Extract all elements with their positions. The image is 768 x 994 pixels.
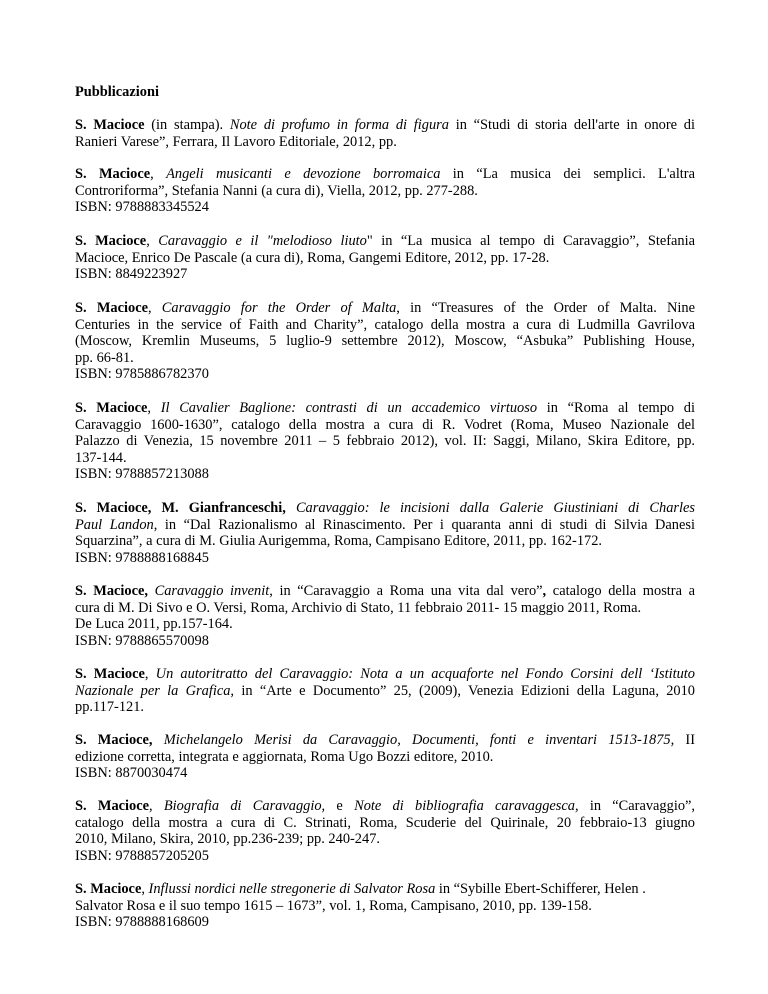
entry-title: Il Cavalier Baglione: contrasti di un accademico virtuoso [160,400,538,416]
publication-entry [75,400,695,483]
publication-entry [75,500,695,566]
publication-entry [75,233,695,283]
entry-title: Nazionale per la Grafica, [75,682,235,699]
publication-entry [75,798,695,864]
entry-line: Paul Landon, in “Dal Razionalismo al Rinascimento. Per i quaranta anni di studi di Silvia Danesi [75,516,695,533]
entry-title: Caravaggio invenit [154,583,270,599]
entry-author: S. Macioce [75,300,148,316]
entry-author: S. Macioce, [75,583,148,599]
entry-author: S. Macioce [75,798,150,814]
entry-line: Controriforma”, Stefania Nanni (a cura di), Viella, 2012, pp. 277-288. [75,182,478,199]
entry-author: S. Macioce [75,166,151,182]
entry-line: S. Macioce, Caravaggio for the Order of Malta, in “Treasures of the Order of Malta. Nine [75,300,695,316]
entry-line: S. Macioce, Angeli musicanti e devozione borromaica in “La musica dei semplici. L'altra [75,166,695,182]
entry-line: S. Macioce, Un autoritratto del Caravaggio: Nota a un acquaforte nel Fondo Corsini dell ‘Istituto [75,666,695,682]
entry-isbn: ISBN: 9785886782370 [75,366,209,382]
entry-author: S. Macioce, [75,732,153,748]
entry-line: Palazzo di Venezia, 15 novembre 2011 – 5 febbraio 2012), vol. II: Saggi, Milano, Skira Editore, pp. [75,433,695,449]
entry-line: Caravaggio 1600-1630”, catalogo della mostra a cura di R. Vodret (Roma, Museo Nazionale del [75,416,695,433]
entry-line: pp.117-121. [75,699,145,715]
publication-entry [75,881,695,931]
entry-line: Squarzina”, a cura di M. Giulia Aurigemma, Roma, Campisano Editore, 2011, pp. 162-172. [75,533,603,549]
entry-isbn: ISBN: 9788865570098 [75,632,209,649]
entry-isbn: ISBN: 9788888168609 [75,914,209,930]
entry-line: Nazionale per la Grafica, in “Arte e Documento” 25, (2009), Venezia Edizioni della Laguna, 2010 [75,682,696,699]
entry-line: S. Macioce, Caravaggio e il "melodioso liuto" in “La musica al tempo di Caravaggio”, Stefania [75,233,695,249]
entry-author: S. Macioce [75,881,142,897]
entry-line: (Moscow, Kremlin Museums, 5 luglio-9 settembre 2012), Moscow, “Asbuka” Publishing House, [75,333,695,349]
entry-line: Salvator Rosa e il suo tempo 1615 – 1673”, vol. 1, Roma, Campisano, 2010, pp. 139-158. [75,897,592,914]
entry-title: Caravaggio: le incisioni dalla Galerie Giustiniani di Charles [295,500,695,516]
entry-title: Biografia di Caravaggio, [163,798,326,814]
entry-isbn: ISBN: 9788857213088 [75,466,209,482]
entry-title: Note di profumo in forma di figura [229,117,449,133]
entry-line: cura di M. Di Sivo e O. Versi, Roma, Archivio di Stato, 11 febbraio 2011- 15 maggio 2011, Roma. [75,599,642,616]
entry-line: S. Macioce (in stampa). Note di profumo in forma di figura in “Studi di storia dell'arte in onore di [75,117,695,133]
entry-line [75,500,695,517]
entry-line: catalogo della mostra a cura di C. Strinati, Roma, Scuderie del Quirinale, 20 febbraio-13 giugno [75,814,695,831]
entry-isbn: ISBN: 8870030474 [75,765,188,781]
entry-title: Angeli musicanti e devozione borromaica [166,166,441,182]
entry-isbn: ISBN: 9788888168845 [75,549,209,566]
entry-title: Un autoritratto del Caravaggio: Nota a un acquaforte nel Fondo Corsini dell ‘Istituto [155,666,695,682]
entry-line: S. Macioce, Biografia di Caravaggio, e Note di bibliografia caravaggesca, in “Caravaggio”, [75,798,695,814]
entry-line: De Luca 2011, pp.157-164. [75,616,233,632]
entry-author: S. Macioce [75,666,145,682]
entry-isbn: ISBN: 9788883345524 [75,199,209,215]
entry-isbn: ISBN: 8849223927 [75,266,188,282]
entry-line: S. Macioce, Caravaggio invenit, in “Caravaggio a Roma una vita dal vero”, catalogo della mostra a [75,583,696,599]
publication-entry [75,732,695,782]
entry-line: 137-144. [75,449,127,466]
entry-line: Centuries in the service of Faith and Charity”, catalogo della mostra a cura di Ludmilla Gavrilova [75,316,695,333]
entry-isbn: ISBN: 9788857205205 [75,847,209,864]
entry-line: S. Macioce, Il Cavalier Baglione: contrasti di un accademico virtuoso in “Roma al tempo di [75,400,695,416]
entry-author: S. Macioce, M. Gianfranceschi, [75,500,286,516]
publication-entry [75,300,695,383]
publication-entry [75,117,695,150]
entry-line: edizione corretta, integrata e aggiornata, Roma Ugo Bozzi editore, 2010. [75,748,494,765]
entry-line: 2010, Milano, Skira, 2010, pp.236-239; pp. 240-247. [75,831,380,847]
entry-line: Macioce, Enrico De Pascale (a cura di), Roma, Gangemi Editore, 2012, pp. 17-28. [75,249,550,266]
entry-line: Ranieri Varese”, Ferrara, Il Lavoro Editoriale, 2012, pp. [75,133,397,150]
entry-title: Paul Landon [75,516,154,533]
entry-line: S. Macioce, Michelangelo Merisi da Caravaggio, Documenti, fonti e inventari 1513-1875, II [75,732,696,748]
entry-title: Michelangelo Merisi da Caravaggio, Documenti, fonti e inventari 1513-1875, [163,732,675,748]
publication-entry [75,583,695,649]
entry-line: pp. 66-81. [75,349,134,366]
entry-author: S. Macioce [75,233,147,249]
section-heading: Pubblicazioni [75,84,159,100]
entry-title: Caravaggio for the Order of Malta [161,300,397,316]
publication-entry [75,666,695,716]
publication-entry [75,166,695,216]
entry-author: S. Macioce [75,400,148,416]
entry-title: Influssi nordici nelle stregonerie di Salvator Rosa [148,881,436,897]
entry-title: Caravaggio e il "melodioso liuto [158,233,367,249]
entry-title: Note di bibliografia caravaggesca, [354,798,579,814]
entry-line: S. Macioce, Influssi nordici nelle stregonerie di Salvator Rosa in “Sybille Ebert-Schifferer, Helen . [75,881,646,897]
entry-author: S. Macioce [75,117,145,133]
